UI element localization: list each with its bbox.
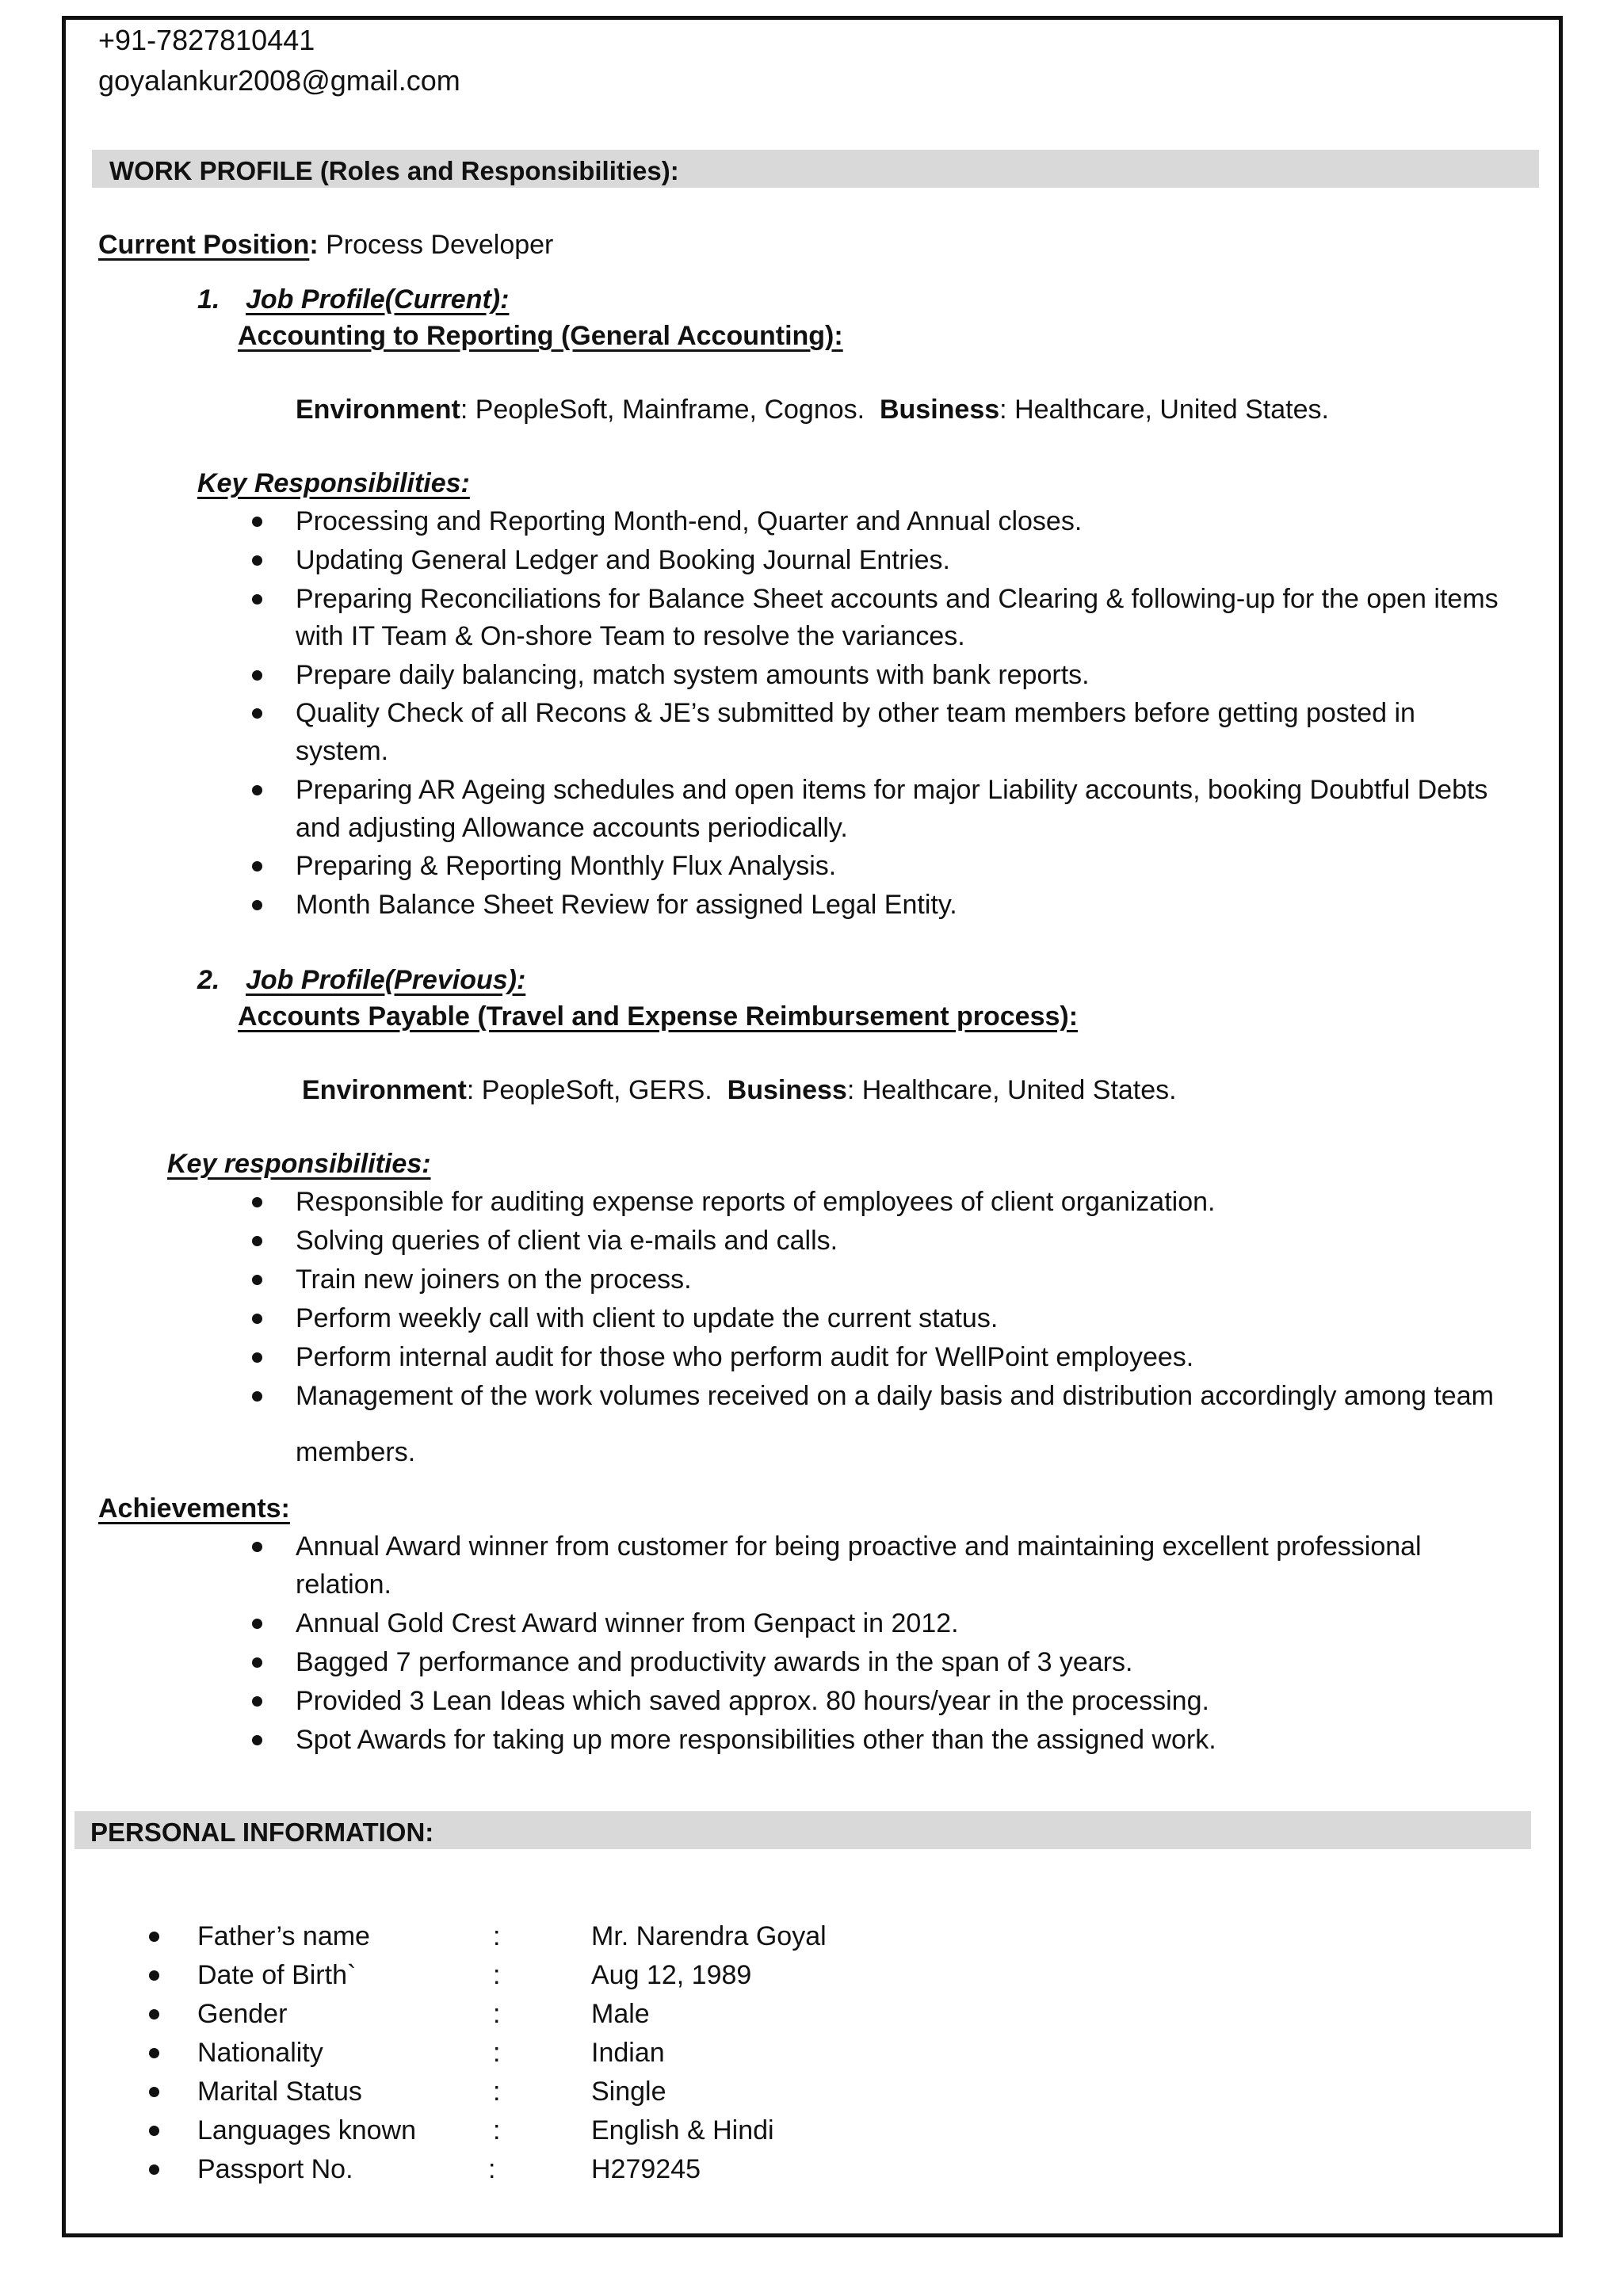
personal-info-label: Marital Status xyxy=(197,2077,362,2107)
current-position-colon: : xyxy=(309,230,319,260)
personal-info-label: Languages known xyxy=(197,2115,417,2145)
job2-subtitle: Accounts Payable (Travel and Expense Reimbursement process): xyxy=(238,1001,1079,1032)
bullet xyxy=(149,2048,159,2058)
personal-info-label: Passport No. xyxy=(197,2154,353,2184)
bullet xyxy=(252,1197,262,1207)
bullet xyxy=(252,1391,262,1402)
job1-number: 1. xyxy=(197,284,220,315)
job1-title: Job Profile(Current): xyxy=(246,284,510,315)
bullet xyxy=(252,670,262,681)
list-item: Preparing Reconciliations for Balance Sheet accounts and Clearing & following-up for the open items xyxy=(296,584,1499,614)
personal-info-label: Nationality xyxy=(197,2038,323,2068)
job2-business-label: Business xyxy=(727,1075,847,1105)
personal-info-value: H279245 xyxy=(591,2154,701,2184)
personal-info-separator: : xyxy=(493,1960,501,1990)
personal-info-value: Indian xyxy=(591,2038,665,2068)
work-profile-header xyxy=(92,150,1539,188)
bullet xyxy=(252,517,262,527)
bullet xyxy=(252,1352,262,1363)
list-item: Perform internal audit for those who perform audit for WellPoint employees. xyxy=(296,1342,1194,1372)
list-item: Annual Award winner from customer for being proactive and maintaining excellent professional xyxy=(296,1531,1422,1562)
list-item: Perform weekly call with client to update the current status. xyxy=(296,1303,999,1333)
personal-info-label: Gender xyxy=(197,1999,288,2029)
personal-info-separator: : xyxy=(493,2077,501,2107)
current-position-label: Current Position xyxy=(98,230,310,260)
bullet xyxy=(252,1236,262,1246)
job1-resp-heading: Key Responsibilities: xyxy=(197,468,470,498)
bullet xyxy=(252,1275,262,1285)
job2-environment xyxy=(302,1077,1177,1104)
work-profile-title: WORK PROFILE (Roles and Responsibilities): xyxy=(109,156,679,185)
personal-info-label: Date of Birth` xyxy=(197,1960,357,1990)
bullet xyxy=(252,1314,262,1324)
list-item-continuation: system. xyxy=(296,736,389,766)
personal-info-separator: : xyxy=(493,1999,501,2029)
personal-info-value: Single xyxy=(591,2077,666,2107)
personal-info-separator: : xyxy=(488,2154,496,2184)
job2-title: Job Profile(Previous): xyxy=(246,965,526,995)
job1-business-label: Business xyxy=(879,395,1000,425)
job1-env-label: Environment xyxy=(296,395,460,425)
list-item: Preparing & Reporting Monthly Flux Analysis. xyxy=(296,851,837,881)
job1-subtitle: Accounting to Reporting (General Accounting): xyxy=(238,321,843,351)
bullet xyxy=(252,1696,262,1707)
list-item-continuation: with IT Team & On-shore Team to resolve the variances. xyxy=(296,621,965,651)
list-item-continuation: and adjusting Allowance accounts periodically. xyxy=(296,813,848,843)
list-item: Preparing AR Ageing schedules and open items for major Liability accounts, booking Doubtful Debts xyxy=(296,775,1488,805)
list-item: Annual Gold Crest Award winner from Genpact in 2012. xyxy=(296,1608,959,1638)
bullet xyxy=(149,2087,159,2097)
bullet xyxy=(252,1657,262,1668)
list-item-continuation: relation. xyxy=(296,1569,391,1600)
bullet xyxy=(149,2009,159,2019)
current-position-value: Process Developer xyxy=(326,230,554,260)
bullet xyxy=(252,594,262,605)
personal-info-value: English & Hindi xyxy=(591,2115,774,2145)
job2-business-value: : Healthcare, United States. xyxy=(846,1075,1177,1105)
list-item: Bagged 7 performance and productivity awards in the span of 3 years. xyxy=(296,1647,1133,1677)
bullet xyxy=(252,861,262,871)
personal-info-separator: : xyxy=(493,2115,501,2145)
personal-info-label: Father’s name xyxy=(197,1921,370,1951)
list-item: Month Balance Sheet Review for assigned Legal Entity. xyxy=(296,890,957,920)
list-item-continuation: members. xyxy=(296,1437,416,1467)
contact-email[interactable]: goyalankur2008@gmail.com xyxy=(98,64,460,97)
list-item: Responsible for auditing expense reports of employees of client organization. xyxy=(296,1187,1216,1217)
bullet xyxy=(252,900,262,910)
list-item: Quality Check of all Recons & JE’s submitted by other team members before getting posted in xyxy=(296,698,1415,728)
list-item: Processing and Reporting Month-end, Quarter and Annual closes. xyxy=(296,506,1083,536)
job1-env-value: : PeopleSoft, Mainframe, Cognos. xyxy=(460,395,865,425)
achievements-heading: Achievements: xyxy=(98,1493,290,1524)
list-item: Prepare daily balancing, match system amounts with bank reports. xyxy=(296,660,1090,690)
bullet xyxy=(149,1970,159,1981)
job2-number: 2. xyxy=(197,965,220,995)
personal-info-separator: : xyxy=(493,2038,501,2068)
bullet xyxy=(149,1932,159,1942)
job2-resp-heading: Key responsibilities: xyxy=(167,1149,431,1179)
bullet xyxy=(252,785,262,795)
personal-info-separator: : xyxy=(493,1921,501,1951)
current-position xyxy=(98,231,553,258)
list-item: Management of the work volumes received on a daily basis and distribution accordingly among team xyxy=(296,1381,1494,1411)
job1-business-value: : Healthcare, United States. xyxy=(999,395,1329,425)
bullet xyxy=(252,1619,262,1629)
list-item: Spot Awards for taking up more responsibilities other than the assigned work. xyxy=(296,1725,1216,1755)
personal-info-value: Male xyxy=(591,1999,650,2029)
bullet xyxy=(149,2164,159,2175)
list-item: Solving queries of client via e-mails and calls. xyxy=(296,1226,838,1256)
list-item: Train new joiners on the process. xyxy=(296,1264,692,1295)
job2-env-label: Environment xyxy=(302,1075,467,1105)
list-item: Updating General Ledger and Booking Journal Entries. xyxy=(296,545,950,575)
contact-phone: +91-7827810441 xyxy=(98,24,315,56)
personal-info-value: Mr. Narendra Goyal xyxy=(591,1921,827,1951)
bullet xyxy=(149,2126,159,2136)
personal-info-header xyxy=(74,1811,1531,1849)
job1-environment xyxy=(296,396,1329,423)
job2-env-value: : PeopleSoft, GERS. xyxy=(466,1075,712,1105)
bullet xyxy=(252,555,262,566)
personal-info-value: Aug 12, 1989 xyxy=(591,1960,752,1990)
bullet xyxy=(252,1542,262,1552)
bullet xyxy=(252,708,262,719)
bullet xyxy=(252,1735,262,1745)
personal-info-title: PERSONAL INFORMATION: xyxy=(90,1817,434,1847)
list-item: Provided 3 Lean Ideas which saved approx. 80 hours/year in the processing. xyxy=(296,1686,1209,1716)
